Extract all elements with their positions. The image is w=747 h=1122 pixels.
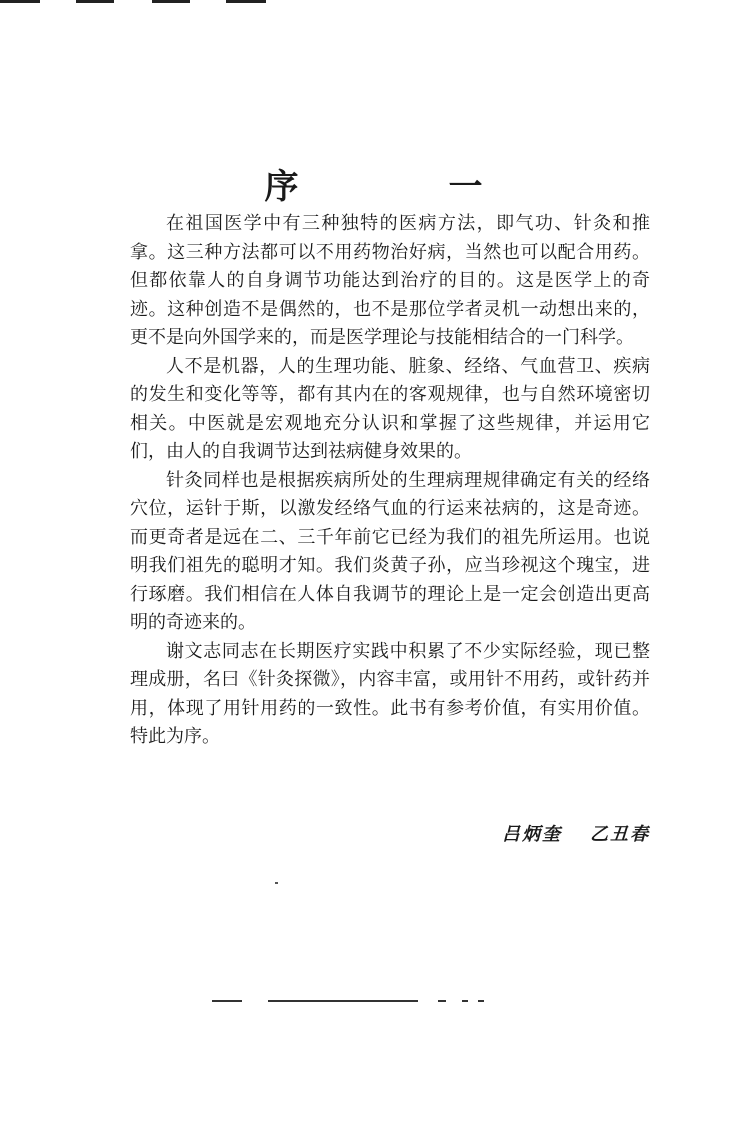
paragraph: 人不是机器，人的生理功能、脏象、经络、气血营卫、疾病的发生和变化等等，都有其内在的客观规律，也与自然环境密切相关。中医就是宏观地充分认识和掌握了这些规律，并运用它们，由人的自我调节达到祛病健身效果的。: [130, 355, 650, 462]
paragraph: 谢文志同志在长期医疗实践中积累了不少实际经验，现已整理成册，名曰《针灸探微》，内容丰富，或用针不用药，或针药并用，体现了用针用药的一致性。此书有参考价值，有实用价值。特此为序。: [130, 640, 650, 747]
preface-body: [130, 210, 650, 752]
paragraph: 在祖国医学中有三种独特的医病方法，即气功、针灸和推拿。这三种方法都可以不用药物治好病，当然也可以配合用药。但都依靠人的自身调节功能达到治疗的目的。这是医学上的奇迹。这种创造不是偶然的，也不是那位学者灵机一动想出来的，更不是向外国学来的，而是医学理论与技能相结合的一门科学。: [130, 213, 650, 348]
header-rule: [152, 0, 190, 3]
header-rule: [76, 0, 114, 3]
signature-date: 乙丑春: [590, 824, 650, 845]
scan-speck: [275, 882, 278, 884]
footer-rule: [478, 1000, 484, 1002]
preface-title: 序 一: [264, 166, 541, 207]
signature-line: [130, 820, 650, 846]
footer-rule: [268, 1000, 418, 1002]
footer-rule: [212, 1000, 242, 1002]
footer-rule: [462, 1000, 468, 1002]
signature-author: 吕炳奎: [502, 824, 562, 845]
footer-rule: [438, 1000, 446, 1002]
paragraph: 针灸同样也是根据疾病所处的生理病理规律确定有关的经络穴位，运针于斯，以激发经络气血的行运来祛病的，这是奇迹。而更奇者是远在二、三千年前它已经为我们的祖先所运用。也说明我们祖先的聪明才知。我们炎黄子孙，应当珍视这个瑰宝，进行琢磨。我们相信在人体自我调节的理论上是一定会创造出更高明的奇迹来的。: [130, 469, 650, 633]
header-rule: [0, 0, 40, 3]
header-rule: [226, 0, 266, 3]
